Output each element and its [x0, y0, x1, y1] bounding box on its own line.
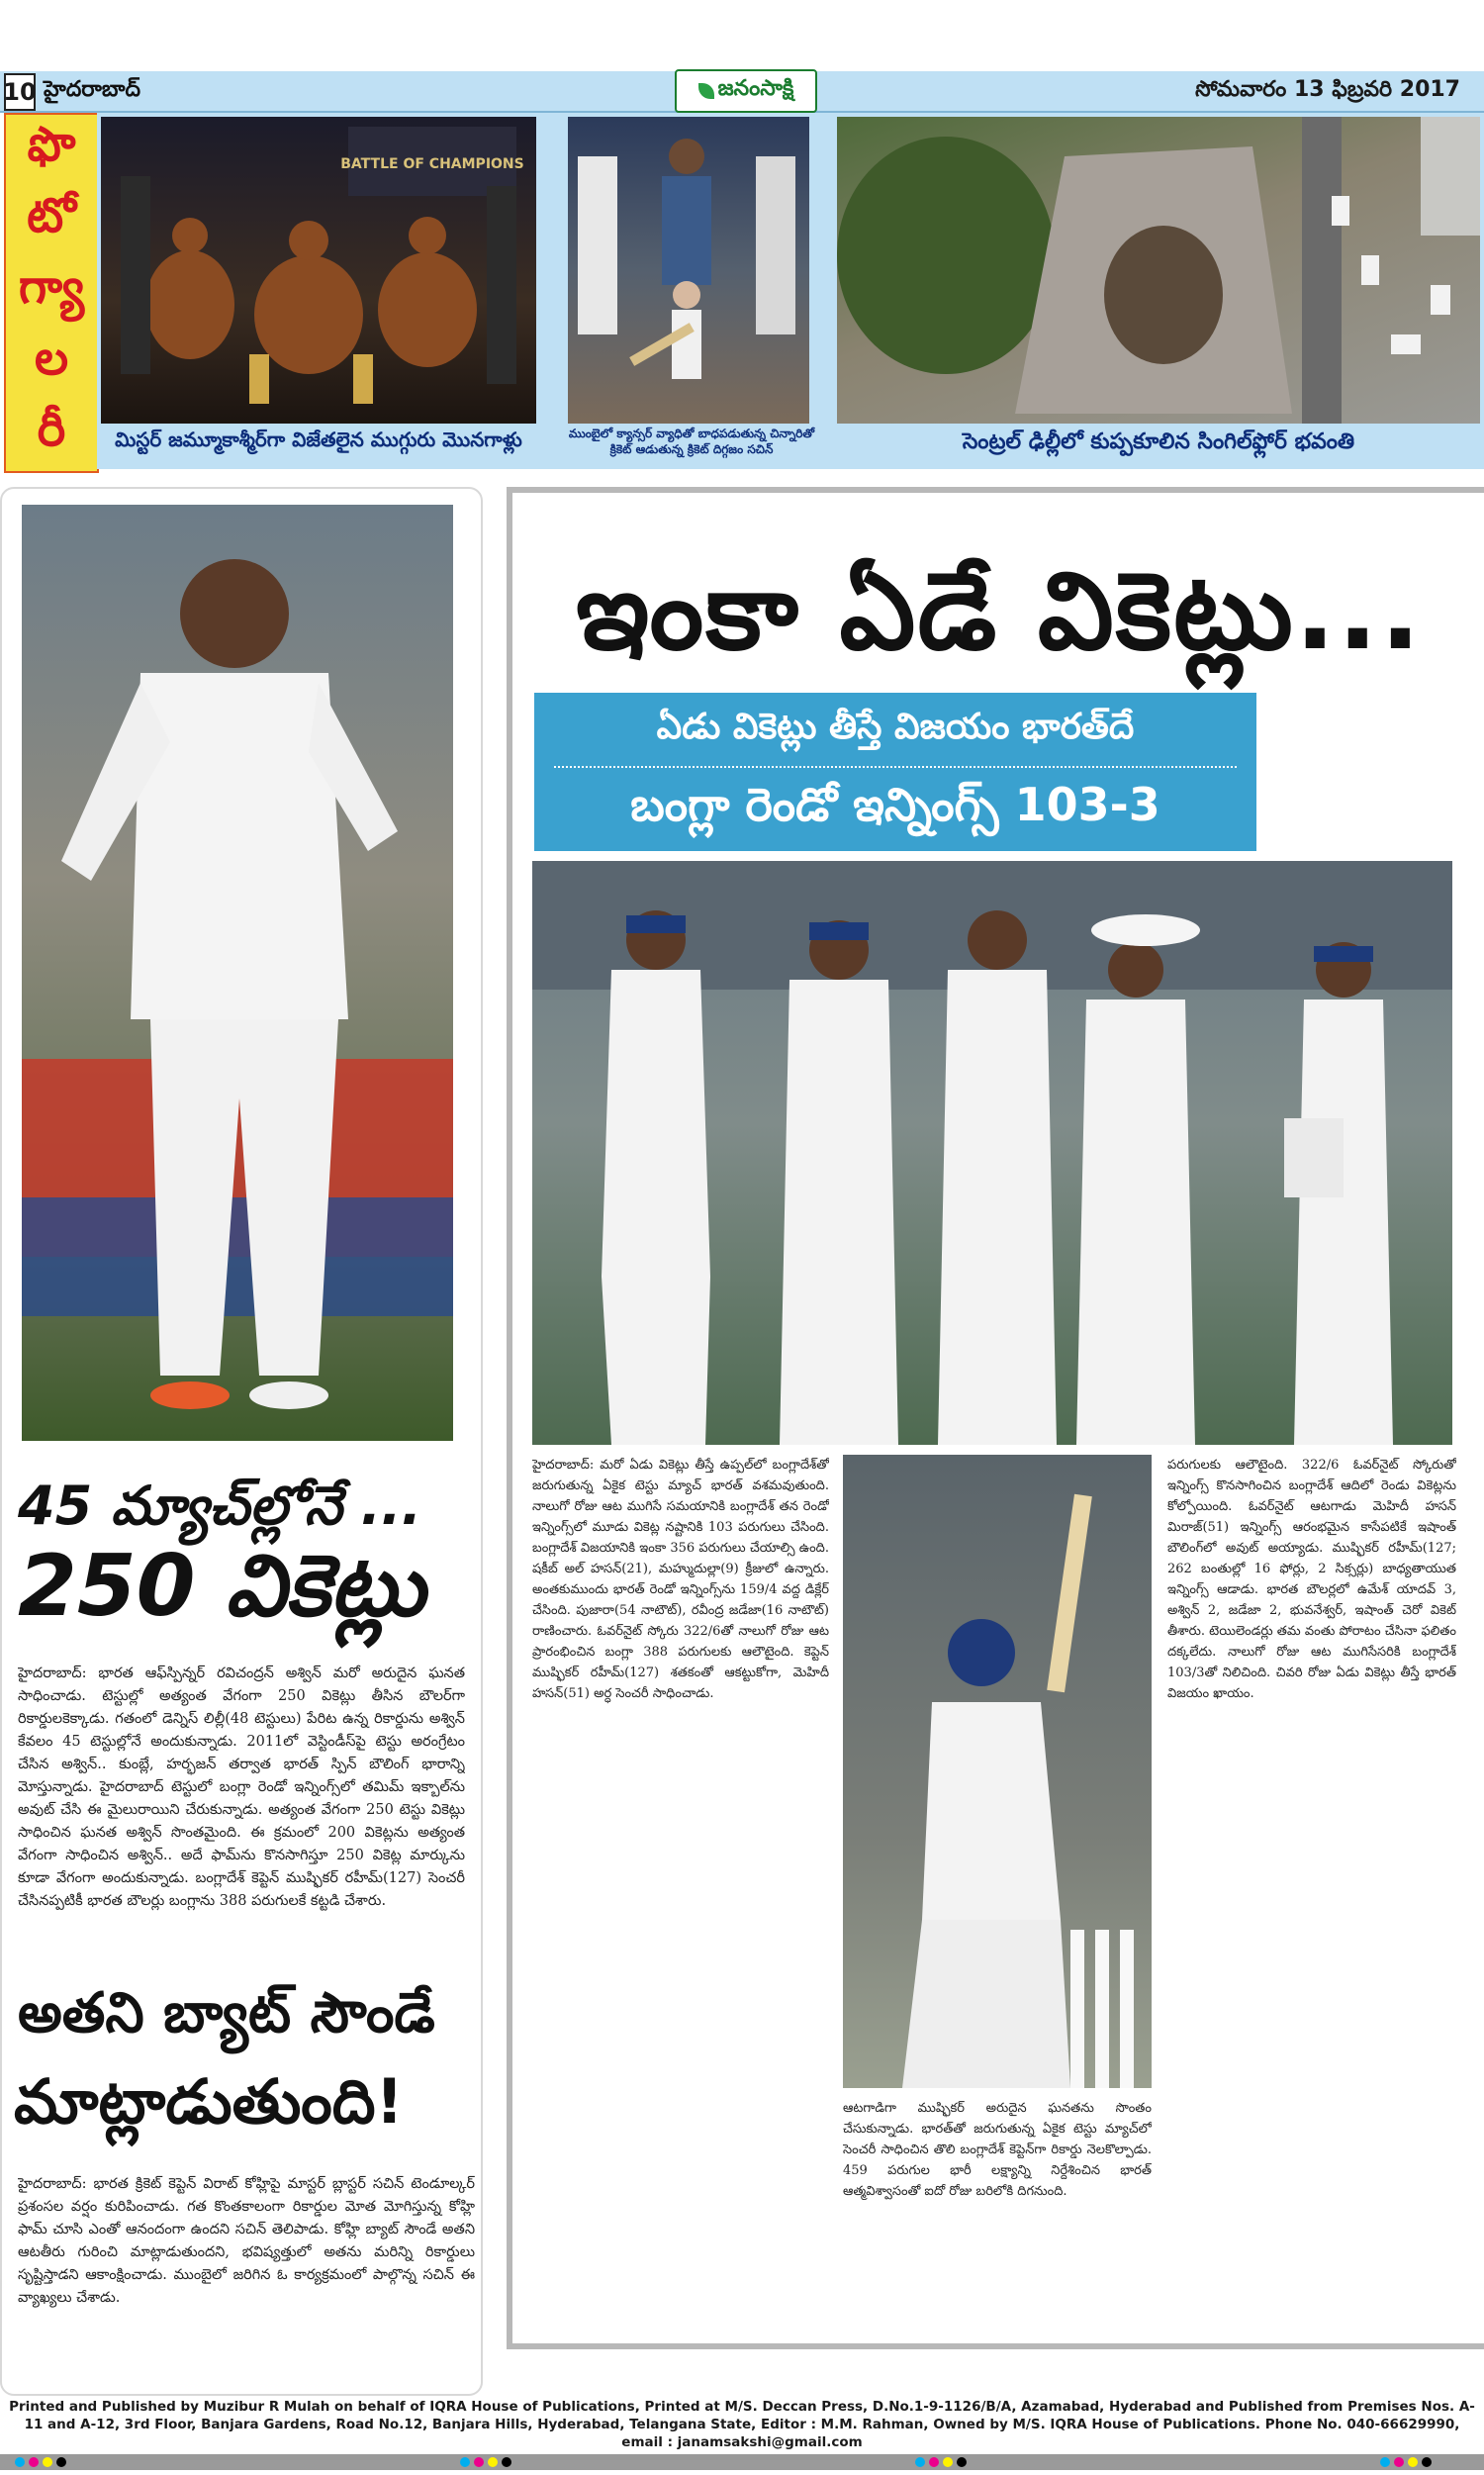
- event-banner-text: BATTLE OF CHAMPIONS: [340, 156, 524, 172]
- gallery-label-char: రీ: [37, 402, 66, 457]
- issue-date: సోమవారం 13 ఫిబ్రవరి 2017: [1195, 77, 1460, 102]
- ashwin-headline-line2: 250 వికెట్లు: [18, 1537, 425, 1636]
- main-story-col1: హైదరాబాద్: మరో ఏడు వికెట్లు తీస్తే ఉప్పల్‌లో బంగ్లాదేశ్‌తో జరుగుతున్న ఏకైక టెస్టు మ్యాచ్ భారత్ వశమవుతుంది. నాలుగో రోజు ఆట ముగిసే సమయానికి బంగ్లాదేశ్ తన రెండో ఇన్నింగ్స్‌లో మూడు వికెట్ల నష్టానికి 103 పరుగులు చేసింది. బంగ్లాదేశ్ విజయానికి ఇంకా 356 పరుగులు చేయాల్సి ఉంది. షకీబ్ అల్ హసన్(21), మహ్ముదుల్లా(9) క్రీజులో ఉన్నారు. అంతకుముందు భారత్ రెండో ఇన్నింగ్స్‌ను 159/4 వద్ద డిక్లేర్ చేసింది. పుజారా(54 నాటౌట్), రవీంద్ర జడేజా(16 నాటౌట్) రాణించారు. ఓవర్‌నైట్ స్కోరు 322/6తో నాలుగో రోజు ఆట ప్రారంభించిన బంగ్లా 388 పరుగులకు ఆలౌటైంది. కెప్టెన్ ముష్ఫికర్ రహీమ్(127) శతకంతో ఆకట్టుకోగా, మెహిదీ హసన్(51) అర్ధ సెంచరీ సాధించాడు.: [532, 1458, 829, 1701]
- pujara-illustration: [843, 1455, 1152, 2088]
- collapse-illustration: [837, 117, 1480, 424]
- pujara-batting-photo[interactable]: [843, 1455, 1152, 2088]
- registration-marks-bar: [0, 2454, 1484, 2470]
- gallery-label-char: టో: [27, 188, 76, 243]
- sachin-quote-headline-line2: మాట్లాడుతుంది!: [14, 2065, 404, 2138]
- gallery-caption-3: సెంట్రల్ ఢిల్లీలో కుప్పకూలిన సింగిల్‌ఫ్లోర్ భవంతి: [962, 429, 1355, 454]
- edition-city: హైదరాబాద్: [44, 77, 140, 102]
- photo-gallery-label: [4, 113, 99, 473]
- ashwin-photo[interactable]: [22, 505, 453, 1441]
- ashwin-headline-line1: 45 మ్యాచ్‌ల్లోనే ...: [18, 1475, 421, 1537]
- main-story-col3: పరుగులకు ఆలౌటైంది. 322/6 ఓవర్‌నైట్ స్కోరుతో ఇన్నింగ్స్ కొనసాగించిన బంగ్లాదేశ్ ఆదిలో రెండు వికెట్లను కోల్పోయింది. ఓవర్‌నైట్ ఆటగాడు మెహిదీ హసన్ మిరాజ్(51) ఇన్నింగ్స్ ఆరంభమైన కాసేపటికే ఇషాంత్ బౌలింగ్‌లో అవుట్ అయ్యాడు. ముష్ఫికర్ రహీమ్(127; 262 బంతుల్లో 16 ఫోర్లు, 2 సిక్సర్లు) బాధ్యతాయుత ఇన్నింగ్స్ ఆడాడు. భారత బౌలర్లలో ఉమేశ్ యాదవ్ 3, అశ్విన్ 2, జడేజా 2, భువనేశ్వర్, ఇషాంత్ చెరో వికెట్ తీశారు. టెయిలెండర్లు తమ వంతు పోరాటం చేసినా ఫలితం దక్కలేదు. నాలుగో రోజు ఆట ముగిసేసరికి బంగ్లాదేశ్ 103/3తో నిలిచింది. చివరి రోజు ఏడు వికెట్లు తీస్తే భారత్ విజయం ఖాయం.: [1167, 1458, 1456, 1701]
- gallery-label-char: ఫొ: [27, 117, 76, 172]
- sachin-illustration: [568, 117, 809, 424]
- gallery-caption-1: మిస్టర్ జమ్మూకాశ్మీర్‌గా విజేతలైన ముగ్గురు మొనగాళ్లు: [115, 428, 522, 451]
- subhead-banner: [534, 693, 1256, 851]
- subhead-divider: [554, 766, 1237, 768]
- ashwin-story-body: హైదరాబాద్: భారత ఆఫ్‌స్పిన్నర్ రవిచంద్రన్ అశ్విన్ మరో అరుదైన ఘనత సాధించాడు. టెస్టుల్లో అత్యంత వేగంగా 250 వికెట్లు తీసిన బౌలర్‌గా రికార్డులకెక్కాడు. గతంలో డెన్నిస్ లిల్లీ(48 టెస్టులు) పేరిట ఉన్న రికార్డును అశ్విన్ కేవలం 45 టెస్టుల్లోనే అందుకున్నాడు. 2011లో వెస్టిండీస్‌పై టెస్టు అరంగ్రేటం చేసిన అశ్విన్.. కుంబ్లే, హర్భజన్ తర్వాత భారత్ స్పిన్ బౌలింగ్ భారాన్ని మోస్తున్నాడు. హైదరాబాద్ టెస్టులో బంగ్లా రెండో ఇన్నింగ్స్‌లో తమిమ్ ఇక్బాల్‌ను అవుట్ చేసి ఈ మైలురాయిని చేరుకున్నాడు. అత్యంత వేగంగా 250 టెస్టు వికెట్లు సాధించిన ఘనత అశ్విన్ సొంతమైంది. ఈ క్రమంలో 200 వికెట్లను అత్యంత వేగంగా సాధించిన అశ్విన్.. అదే ఫామ్‌ను కొనసాగిస్తూ 250 వికెట్ల మార్కును కూడా వేగంగా అందుకున్నాడు. బంగ్లాదేశ్ కెప్టెన్ ముష్ఫికర్ రహీమ్(127) సెంచరీ చేసినప్పటికీ భారత బౌలర్లు బంగ్లాను 388 పరుగులకే కట్టడి చేశారు.: [18, 1666, 465, 1909]
- team-celebration-photo[interactable]: [532, 861, 1452, 1445]
- masthead-name: జనంసాక్షి: [717, 76, 794, 101]
- subhead-line1: ఏడు వికెట్లు తీస్తే విజయం భారత్‌దే: [656, 707, 1135, 747]
- registration-dots: [0, 2454, 1484, 2470]
- masthead-logo[interactable]: [675, 69, 817, 113]
- gallery-photo-collapsed-building[interactable]: [837, 117, 1480, 424]
- ashwin-illustration: [22, 505, 453, 1441]
- printer-imprint: Printed and Published by Muzibur R Mulah on behalf of IQRA House of Publications, Printed at M/S. Deccan Press, D.No.1-9-1126/B/A, Azamabad, Hyderabad and Published from Premises Nos. A-11 and A-12, 3rd Floor, Banjara Gardens, Road No.12, Banjara Hills, Hyderabad, Telangana State, Editor : M.M. Rahman, Owned by M/S. IQRA House of Publications. Phone No. 040-66629990, email : janamsakshi@gmail.com: [9, 2399, 1475, 2450]
- sachin-quote-body: హైదరాబాద్: భారత క్రికెట్ కెప్టెన్ విరాట్ కోహ్లిపై మాస్టర్ బ్లాస్టర్ సచిన్ టెండూల్కర్ ప్రశంసల వర్షం కురిపించాడు. గత కొంతకాలంగా రికార్డుల మోత మోగిస్తున్న కోహ్లి ఫామ్ చూసి ఎంతో ఆనందంగా ఉందని సచిన్ తెలిపాడు. కోహ్లి బ్యాట్ సౌండే అతని ఆటతీరు గురించి మాట్లాడుతుందని, భవిష్యత్తులో అతను మరిన్ని రికార్డులు సృష్టిస్తాడని ఆకాంక్షించాడు. ముంబైలో జరిగిన ఓ కార్యక్రమంలో పాల్గొన్న సచిన్ ఈ వ్యాఖ్యలు చేశాడు.: [18, 2176, 475, 2306]
- subhead-line2: బంగ్లా రెండో ఇన్నింగ్స్ 103-3: [630, 778, 1160, 831]
- sachin-quote-headline-line1: అతని బ్యాట్ సౌండే: [18, 1981, 435, 2046]
- team-celebration-illustration: [532, 861, 1452, 1445]
- gallery-label-char: గ్యా: [18, 259, 85, 315]
- main-headline: ఇంకా ఏడే వికెట్లు...: [576, 550, 1423, 674]
- gallery-photo-bodybuilders[interactable]: [101, 117, 536, 424]
- leaf-icon: [698, 83, 714, 99]
- page-number: 10: [4, 73, 36, 111]
- bodybuilders-illustration: [101, 117, 536, 424]
- gallery-photo-sachin[interactable]: [568, 117, 809, 424]
- gallery-label-char: ల: [34, 331, 69, 386]
- gallery-caption-2: ముంబైలో క్యాన్సర్ వ్యాధితో బాధపడుతున్న చిన్నారితో క్రికెట్ ఆడుతున్న క్రికెట్ దిగ్గజం సచిన్: [568, 427, 815, 456]
- photo-column-text: ఆటగాడిగా ముష్ఫికర్ అరుదైన ఘనతను సొంతం చేసుకున్నాడు. భారత్‌తో జరుగుతున్న ఏకైక టెస్టు మ్యాచ్‌లో సెంచరీ సాధించిన తొలి బంగ్లాదేశ్ కెప్టెన్‌గా రికార్డు నెలకొల్పాడు. 459 పరుగుల భారీ లక్ష్యాన్ని నిర్దేశించిన భారత్ ఆత్మవిశ్వాసంతో ఐదో రోజు బరిలోకి దిగనుంది.: [843, 2101, 1152, 2199]
